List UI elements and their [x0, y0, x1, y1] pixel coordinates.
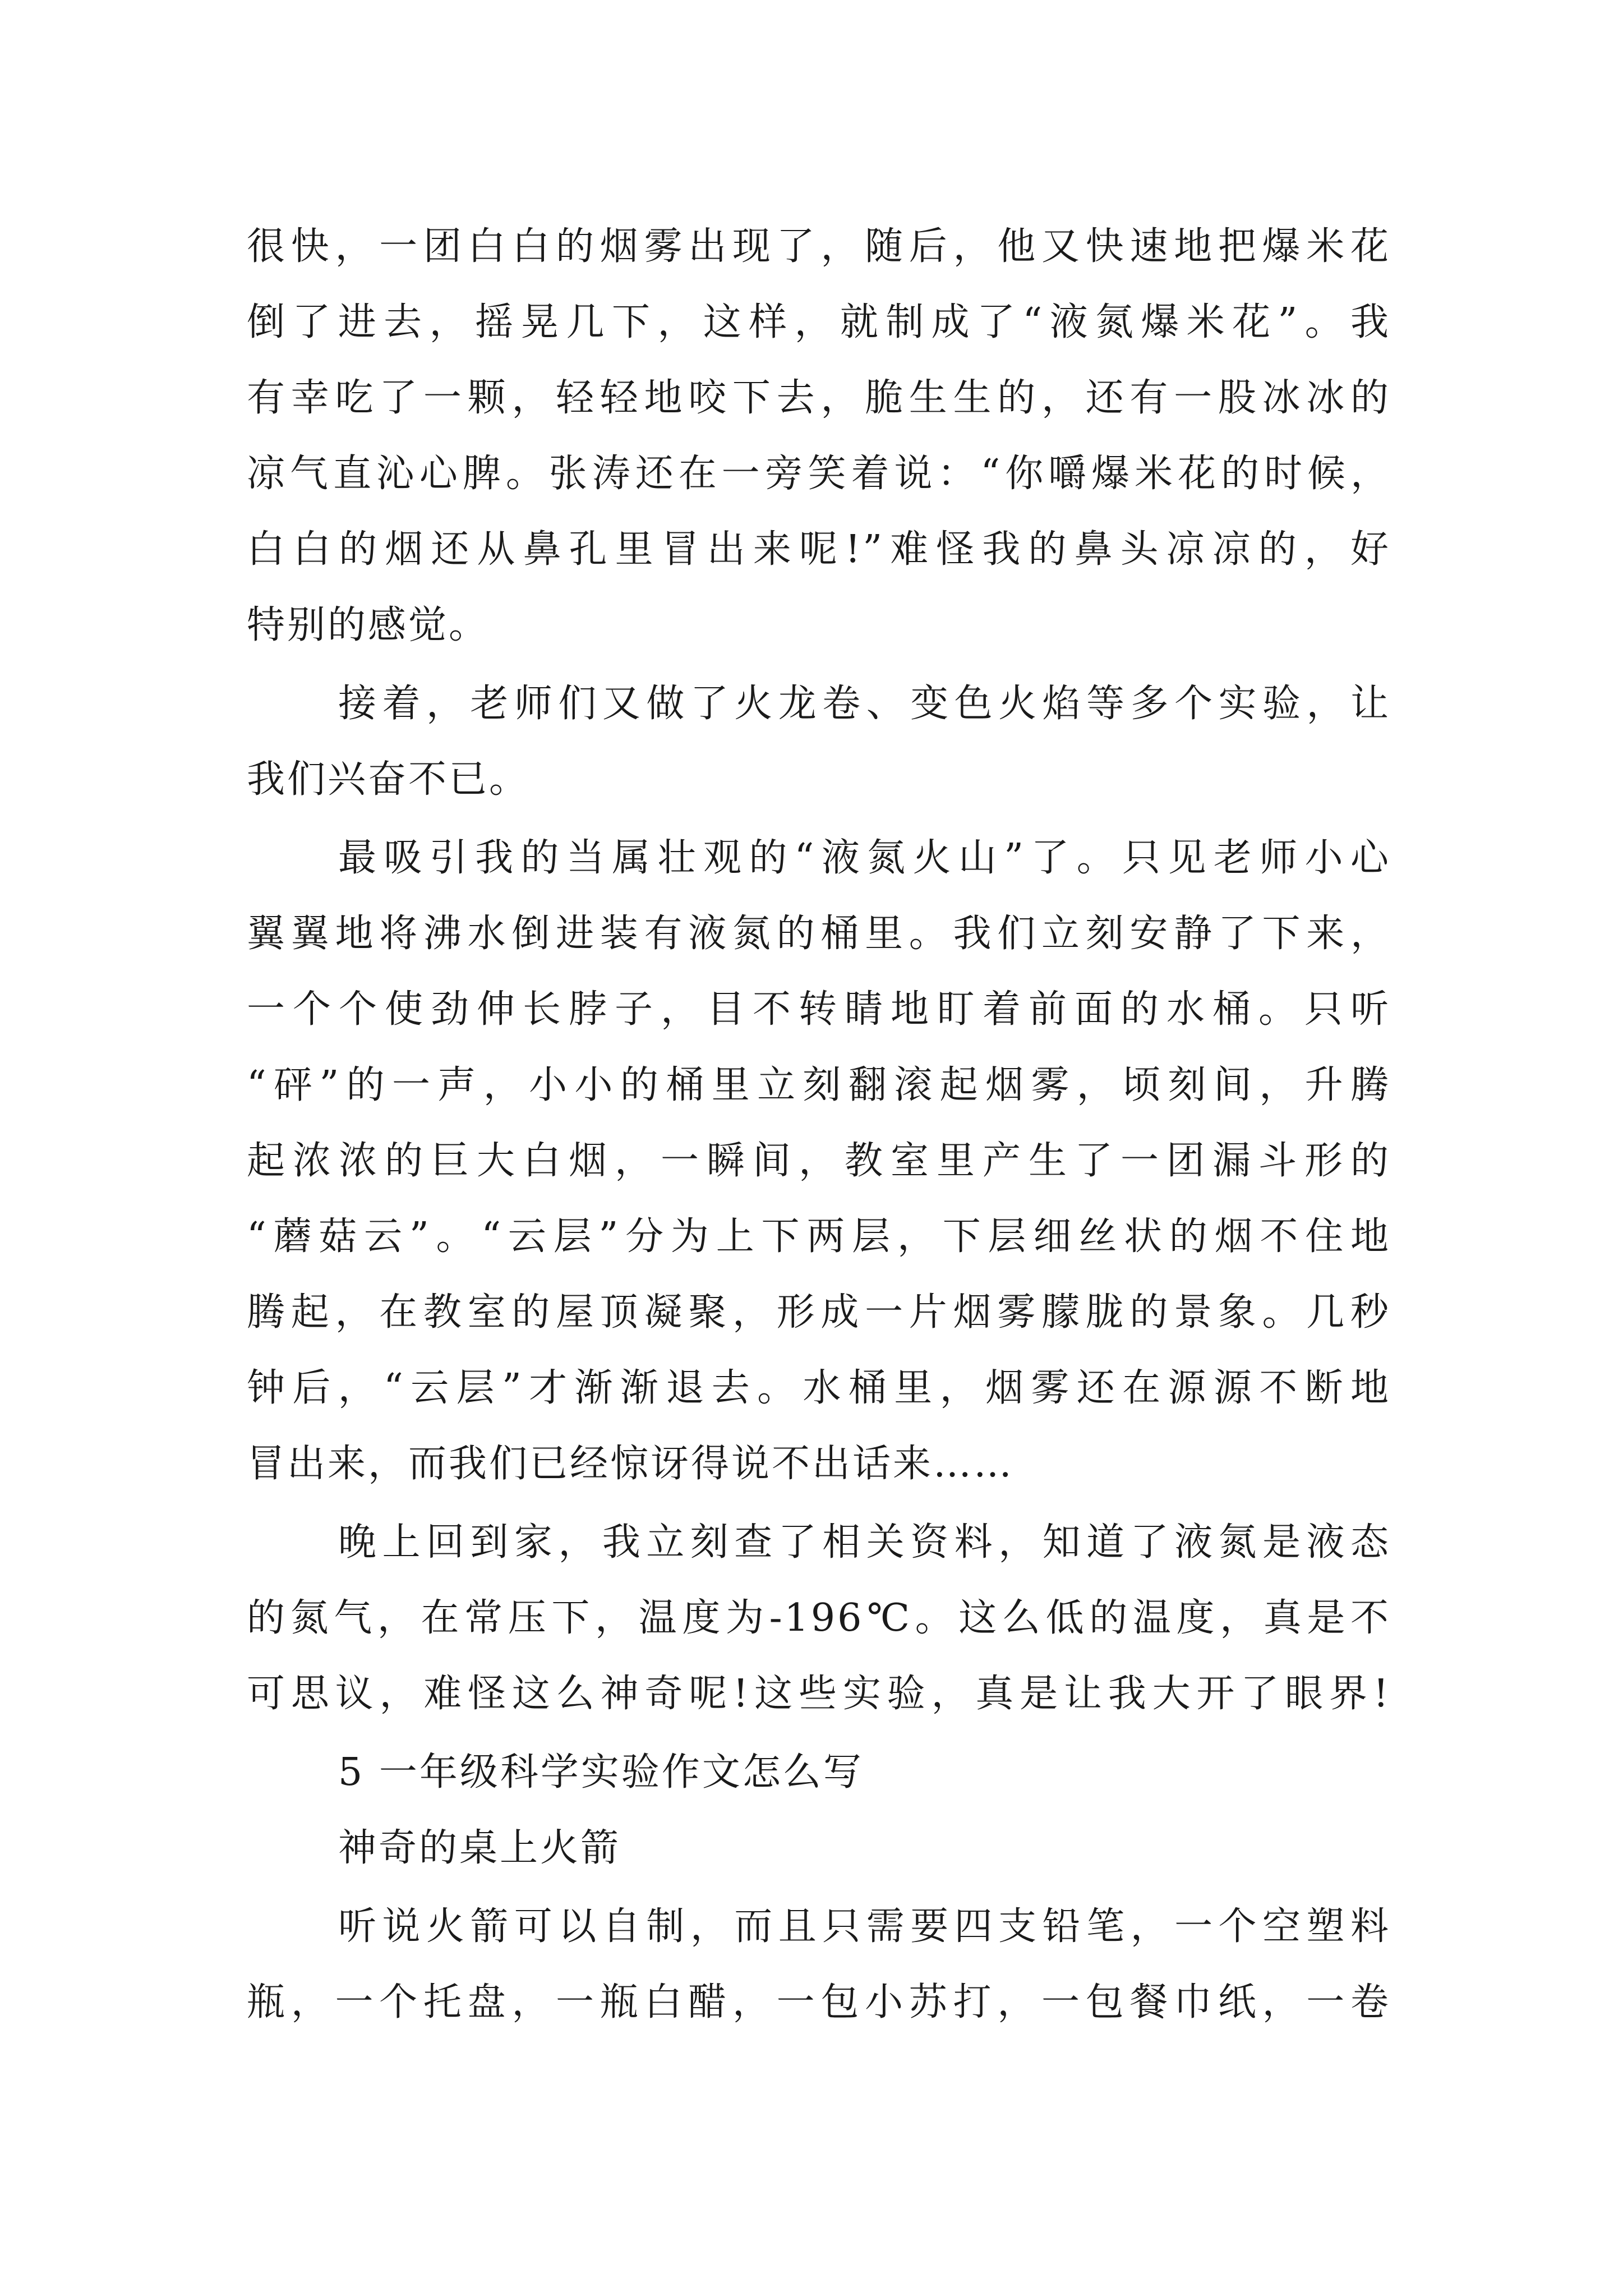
paragraph-line: 凉气直沁心脾。张涛还在一旁笑着说：“你嚼爆米花的时候， [247, 452, 1391, 496]
paragraph-line: 白白的烟还从鼻孔里冒出来呢!”难怪我的鼻头凉凉的，好 [247, 527, 1391, 572]
paragraph-line: 腾起，在教室的屋顶凝聚，形成一片烟雾朦胧的景象。几秒 [247, 1290, 1391, 1335]
paragraph-line: 翼翼地将沸水倒进装有液氮的桶里。我们立刻安静了下来， [247, 912, 1391, 956]
paragraph-line: 听说火箭可以自制，而且只需要四支铅笔，一个空塑料 [338, 1904, 1391, 1949]
paragraph-line: 的氮气，在常压下，温度为-196℃。这么低的温度，真是不 [247, 1596, 1391, 1640]
article-title: 神奇的桌上火箭 [338, 1826, 621, 1870]
paragraph-line: 最吸引我的当属壮观的“液氮火山”了。只见老师小心 [338, 836, 1391, 880]
paragraph-line: 很快，一团白白的烟雾出现了，随后，他又快速地把爆米花 [247, 224, 1391, 269]
paragraph-line: 倒了进去，摇晃几下，这样，就制成了“液氮爆米花”。我 [247, 300, 1391, 344]
paragraph-line: 冒出来，而我们已经惊讶得说不出话来…… [247, 1442, 1015, 1486]
paragraph-line: “砰”的一声，小小的桶里立刻翻滚起烟雾，顷刻间，升腾 [247, 1063, 1391, 1107]
paragraph-line: 我们兴奋不已。 [247, 757, 530, 802]
paragraph-line: 接着，老师们又做了火龙卷、变色火焰等多个实验，让 [338, 682, 1391, 726]
paragraph-line: 特别的感觉。 [247, 603, 490, 647]
paragraph-line: 有幸吃了一颗，轻轻地咬下去，脆生生的，还有一股冰冰的 [247, 376, 1391, 420]
paragraph-line: 可思议，难怪这么神奇呢!这些实验，真是让我大开了眼界! [247, 1672, 1391, 1716]
paragraph-line: 一个个使劲伸长脖子，目不转睛地盯着前面的水桶。只听 [247, 987, 1391, 1032]
paragraph-line: “蘑菇云”。“云层”分为上下两层，下层细丝状的烟不住地 [247, 1214, 1391, 1259]
paragraph-line: 晚上回到家，我立刻查了相关资料，知道了液氮是液态 [338, 1520, 1391, 1565]
paragraph-line: 瓶，一个托盘，一瓶白醋，一包小苏打，一包餐巾纸，一卷 [247, 1980, 1391, 2024]
section-heading: 5 一年级科学实验作文怎么写 [338, 1750, 864, 1795]
paragraph-line: 钟后，“云层”才渐渐退去。水桶里，烟雾还在源源不断地 [247, 1366, 1391, 1410]
paragraph-line: 起浓浓的巨大白烟，一瞬间，教室里产生了一团漏斗形的 [247, 1139, 1391, 1183]
